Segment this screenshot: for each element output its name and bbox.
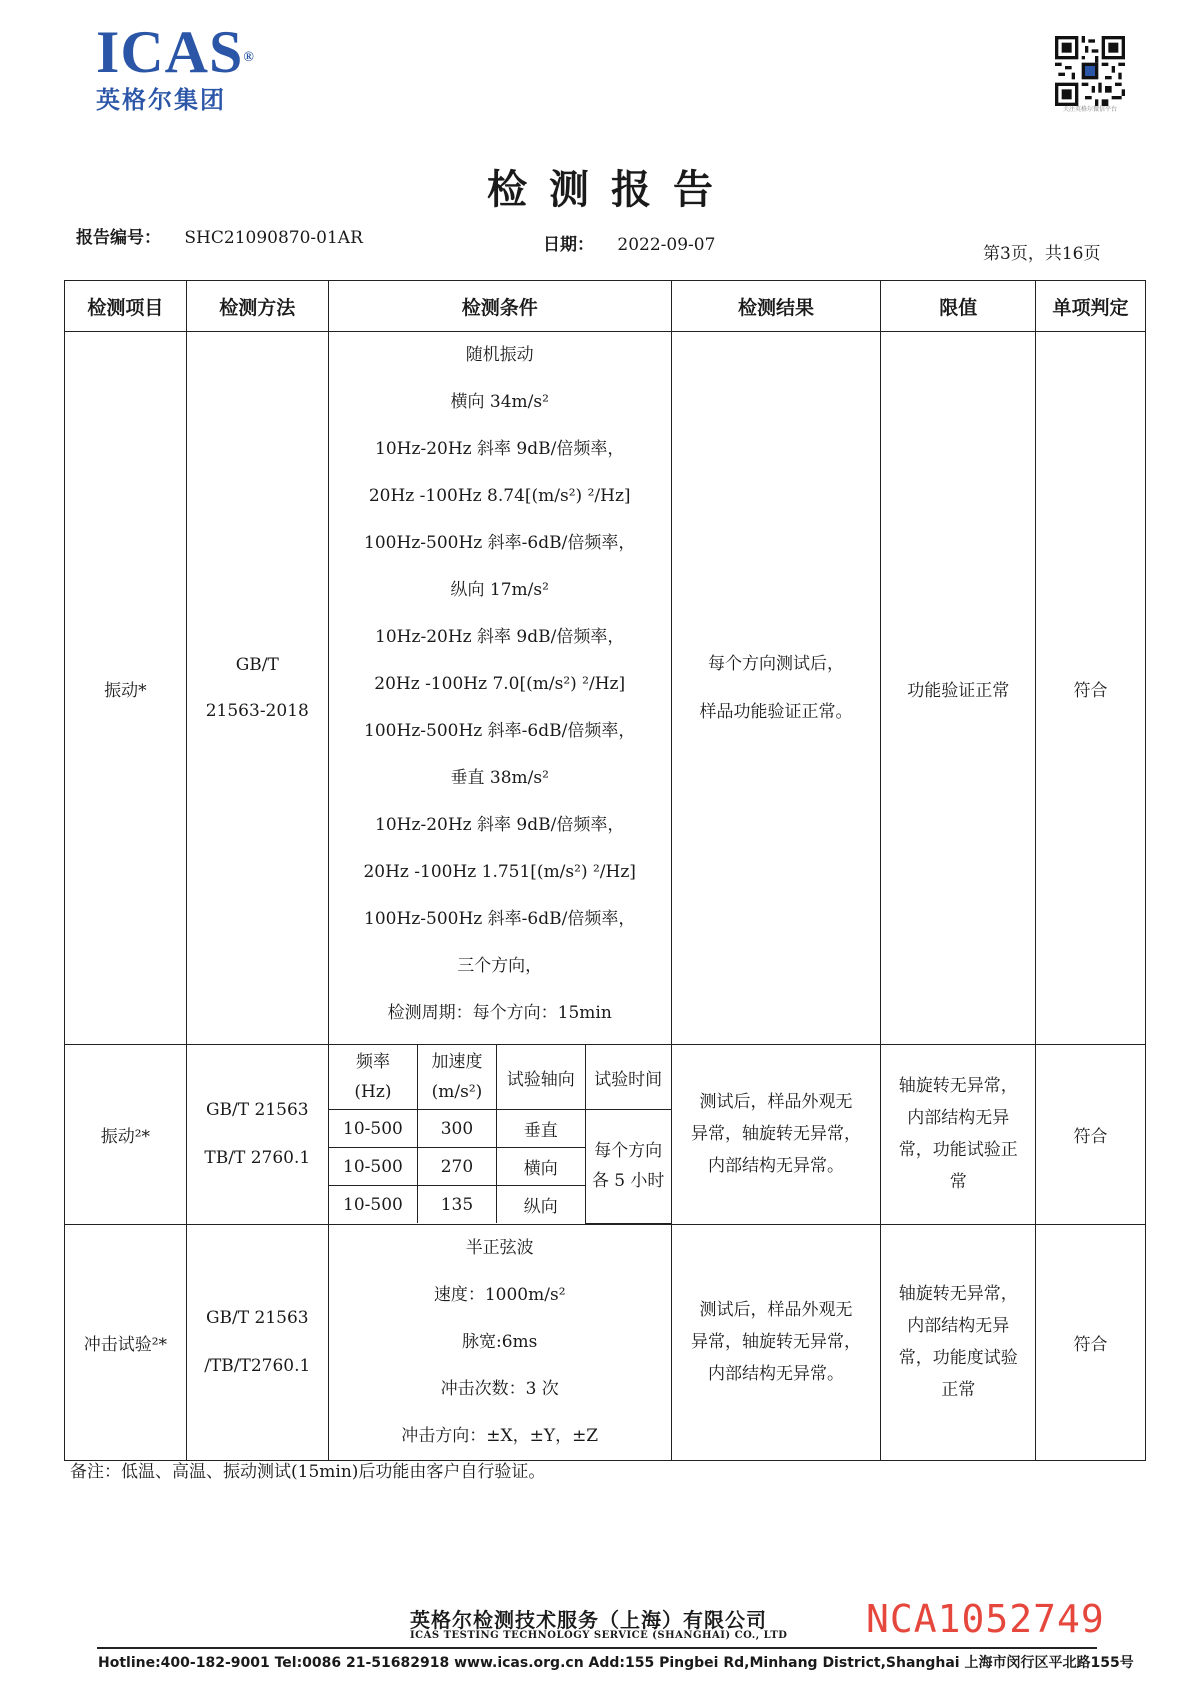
condition-line: 10Hz-20Hz 斜率 9dB/倍频率， (375, 439, 625, 459)
frequency-label: 频率 (355, 1052, 390, 1072)
header-test-result: 检测结果 (671, 281, 881, 332)
method-line: 21563-2018 (205, 701, 309, 721)
logo-mark (96, 19, 266, 85)
axis-value: 垂直 (496, 1110, 585, 1148)
condition-line: 冲击次数：3 次 (440, 1378, 559, 1399)
frequency-value: 10-500 (329, 1186, 418, 1224)
header-test-method: 检测方法 (186, 281, 328, 332)
condition-line: 半正弦波 (465, 1237, 534, 1258)
condition-line: 10Hz-20Hz 斜率 9dB/倍频率， (375, 627, 625, 647)
report-number-label: 报告编号： (76, 228, 161, 248)
condition-line: 检测周期：每个方向：15min (387, 1003, 612, 1023)
condition-line: 100Hz-500Hz 斜率-6dB/倍频率， (364, 721, 636, 741)
condition-line: 垂直 38m/s² (450, 768, 549, 788)
frequency-unit: (Hz) (354, 1082, 392, 1102)
limit-value (881, 1224, 1036, 1460)
verdict: 符合 (1036, 1045, 1146, 1225)
inner-header-acceleration (418, 1045, 497, 1110)
footer-company-english: ICAS TESTING TECHNOLOGY SERVICE (SHANGHAI) CO., LTD (410, 1630, 788, 1641)
test-duration (585, 1110, 670, 1224)
result-line: 异常，轴旋转无异常， (690, 1124, 861, 1145)
document-title: 检测报告 (487, 166, 735, 213)
condition-line: 100Hz-500Hz 斜率-6dB/倍频率， (364, 909, 636, 929)
remark-note: 备注：低温、高温、振动测试(15min)后功能由客户自行验证。 (70, 1462, 546, 1482)
condition-line: 冲击方向：±X，±Y，±Z (401, 1425, 599, 1446)
qr-caption: 关注英格尔微信平台 (1062, 106, 1117, 113)
report-number-value: SHC21090870-01AR (184, 228, 363, 248)
condition-line: 三个方向， (457, 956, 543, 976)
acceleration-value: 270 (418, 1148, 497, 1186)
test-method (186, 1224, 328, 1460)
registered-mark: ® (243, 50, 255, 65)
acceleration-value: 135 (418, 1186, 497, 1224)
test-result (671, 1045, 881, 1225)
test-method (186, 332, 328, 1045)
method-line: TB/T 2760.1 (204, 1148, 311, 1169)
test-item: 振动* (65, 332, 187, 1045)
axis-value: 横向 (496, 1148, 585, 1186)
company-logo (96, 19, 266, 115)
result-line: 测试后，样品外观无 (699, 1092, 853, 1113)
table-header-row (65, 281, 1146, 332)
report-number (76, 223, 363, 248)
method-line: GB/T 21563 (205, 1100, 309, 1121)
inner-row (329, 1110, 671, 1148)
logo-text: ICAS (96, 19, 244, 85)
result-line: 样品功能验证正常。 (699, 702, 853, 722)
table-row (65, 1224, 1146, 1460)
limit-line: 正常 (941, 1380, 976, 1400)
limit-value: 功能验证正常 (881, 332, 1036, 1045)
condition-line: 速度：1000m/s² (433, 1284, 566, 1305)
method-line: GB/T 21563 (205, 1308, 309, 1328)
inner-header-time: 试验时间 (585, 1045, 670, 1110)
serial-number: NCA1052749 (866, 1597, 1105, 1641)
header-test-conditions: 检测条件 (328, 281, 671, 332)
test-results-table (64, 280, 1146, 1461)
logo-chinese-name: 英格尔集团 (96, 86, 226, 114)
condition-line: 100Hz-500Hz 斜率-6dB/倍频率， (364, 533, 636, 553)
date-label: 日期： (543, 235, 594, 255)
limit-line: 内部结构无异 (907, 1316, 1010, 1336)
test-conditions (328, 332, 671, 1045)
condition-line: 20Hz -100Hz 7.0[(m/s²) ²/Hz] (374, 674, 626, 694)
method-line: /TB/T2760.1 (204, 1356, 311, 1376)
inner-header-row (329, 1045, 671, 1110)
limit-line: 常，功能试验正 (898, 1140, 1018, 1161)
table-row (65, 1045, 1146, 1225)
result-line: 异常，轴旋转无异常， (690, 1332, 861, 1352)
frequency-value: 10-500 (329, 1148, 418, 1186)
limit-line: 常，功能度试验 (898, 1348, 1018, 1368)
duration-line: 各 5 小时 (591, 1171, 665, 1192)
test-conditions (328, 1224, 671, 1460)
result-line: 内部结构无异常。 (707, 1364, 844, 1384)
test-item: 振动²* (65, 1045, 187, 1225)
page-info: 第3页，共16页 (983, 244, 1101, 264)
header-verdict: 单项判定 (1036, 281, 1146, 332)
verdict: 符合 (1036, 332, 1146, 1045)
date-value: 2022-09-07 (617, 235, 716, 255)
limit-line: 常 (949, 1172, 967, 1193)
acceleration-value: 300 (418, 1110, 497, 1148)
condition-line: 脉宽:6ms (462, 1331, 538, 1352)
header-test-item: 检测项目 (65, 281, 187, 332)
duration-line: 每个方向 (594, 1141, 663, 1162)
table-row (65, 332, 1146, 1045)
report-date (543, 230, 715, 255)
condition-line: 20Hz -100Hz 1.751[(m/s²) ²/Hz] (363, 862, 636, 882)
condition-line: 横向 34m/s² (450, 392, 549, 412)
test-method (186, 1045, 328, 1225)
vibration-parameters (328, 1045, 671, 1225)
footer-divider (97, 1647, 1097, 1649)
limit-line: 轴旋转无异常， (898, 1284, 1018, 1304)
result-line: 每个方向测试后， (707, 654, 844, 674)
footer-contact: Hotline:400-182-9001 Tel:0086 21-51682918 www.icas.org.cn Add:155 Pingbei Rd,Minhang District,Shanghai 上海市闵行区平北路155号 (98, 1655, 1134, 1671)
method-line: GB/T (235, 655, 279, 675)
condition-line: 随机振动 (465, 345, 534, 365)
condition-line: 纵向 17m/s² (450, 580, 549, 600)
inner-header-axis: 试验轴向 (496, 1045, 585, 1110)
limit-line: 内部结构无异 (907, 1108, 1010, 1129)
result-line: 测试后，样品外观无 (699, 1300, 853, 1320)
test-result (671, 332, 881, 1045)
inner-header-frequency (329, 1045, 418, 1110)
acceleration-unit: (m/s²) (431, 1082, 483, 1102)
footer-company-chinese: 英格尔检测技术服务（上海）有限公司 (410, 1608, 767, 1632)
limit-line: 轴旋转无异常， (898, 1076, 1018, 1097)
vibration-parameter-table (329, 1045, 671, 1224)
test-item: 冲击试验²* (65, 1224, 187, 1460)
frequency-value: 10-500 (329, 1110, 418, 1148)
condition-line: 20Hz -100Hz 8.74[(m/s²) ²/Hz] (368, 486, 631, 506)
result-line: 内部结构无异常。 (707, 1156, 844, 1177)
acceleration-label: 加速度 (431, 1052, 483, 1072)
qr-code-icon (1055, 36, 1125, 106)
axis-value: 纵向 (496, 1186, 585, 1224)
test-result (671, 1224, 881, 1460)
limit-value (881, 1045, 1036, 1225)
condition-line: 10Hz-20Hz 斜率 9dB/倍频率， (375, 815, 625, 835)
header-limit: 限值 (881, 281, 1036, 332)
verdict: 符合 (1036, 1224, 1146, 1460)
